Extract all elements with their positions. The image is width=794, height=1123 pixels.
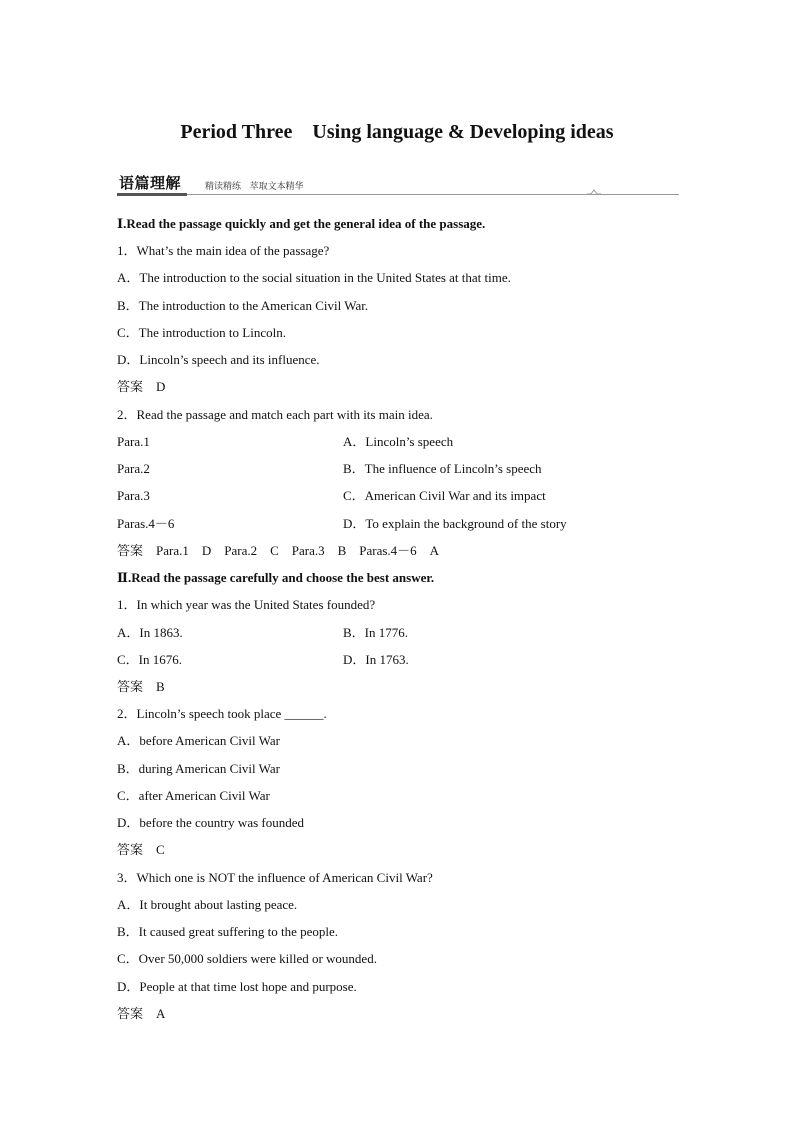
s1-q2-paras-4-6: Paras.4－6 (117, 516, 175, 531)
s2-q2-answer: 答案 C (117, 842, 165, 857)
s2-q1-option-b: B．In 1776. (343, 625, 409, 640)
banner-rule (187, 194, 679, 195)
s2-q3-option-b: B．It caused great suffering to the people. (117, 924, 339, 939)
page-title: Period Three Using language & Developing ideas (180, 121, 614, 143)
s1-q2-answer: 答案 Para.1 D Para.2 C Para.3 B Paras.4－6 A (117, 543, 440, 558)
banner-label: 语篇理解 (119, 174, 182, 192)
s1-q2-stem: 2．Read the passage and match each part with its main idea. (117, 407, 433, 422)
s2-q2-option-c: C．after American Civil War (117, 788, 270, 803)
s1-q2-para-1: Para.1 (117, 434, 150, 449)
section1-heading: Ⅰ.Read the passage quickly and get the general idea of the passage. (117, 216, 486, 231)
s2-q2-option-b: B．during American Civil War (117, 761, 280, 776)
s2-q2-option-d: D．before the country was founded (117, 815, 304, 830)
s2-q1-stem: 1．In which year was the United States founded? (117, 597, 376, 612)
s2-q1-option-d: D．In 1763. (343, 652, 409, 667)
banner-accent-bar (117, 193, 187, 196)
s2-q1-answer: 答案 B (117, 679, 165, 694)
s1-q2-idea-a: A．Lincoln’s speech (343, 434, 454, 449)
s2-q2-option-a: A．before American Civil War (117, 733, 280, 748)
s1-q1-option-c: C．The introduction to Lincoln. (117, 325, 286, 340)
banner-notch-icon (587, 188, 601, 198)
s1-q1-option-a: A．The introduction to the social situation in the United States at that time. (117, 270, 511, 285)
s2-q3-option-a: A．It brought about lasting peace. (117, 897, 298, 912)
banner-subtitle: 精读精练 萃取文本精华 (205, 182, 304, 192)
s2-q2-stem: 2．Lincoln’s speech took place ______. (117, 706, 327, 721)
s2-q3-stem: 3．Which one is NOT the influence of American Civil War? (117, 870, 433, 885)
section-banner (117, 170, 679, 200)
s2-q1-option-c: C．In 1676. (117, 652, 183, 667)
s2-q1-option-a: A．In 1863. (117, 625, 183, 640)
s2-q3-answer: 答案 A (117, 1006, 166, 1021)
s2-q3-option-d: D．People at that time lost hope and purpose. (117, 979, 357, 994)
s1-q1-option-d: D．Lincoln’s speech and its influence. (117, 352, 320, 367)
s1-q2-idea-c: C．American Civil War and its impact (343, 488, 546, 503)
s1-q2-idea-d: D．To explain the background of the story (343, 516, 567, 531)
s1-q2-para-3: Para.3 (117, 488, 150, 503)
s1-q1-answer: 答案 D (117, 379, 166, 394)
s1-q2-para-2: Para.2 (117, 461, 150, 476)
s1-q1-stem: 1．What’s the main idea of the passage? (117, 243, 330, 258)
s2-q3-option-c: C．Over 50,000 soldiers were killed or wounded. (117, 951, 377, 966)
section2-heading: Ⅱ.Read the passage carefully and choose the best answer. (117, 570, 435, 585)
s1-q1-option-b: B．The introduction to the American Civil War. (117, 298, 369, 313)
s1-q2-idea-b: B．The influence of Lincoln’s speech (343, 461, 542, 476)
